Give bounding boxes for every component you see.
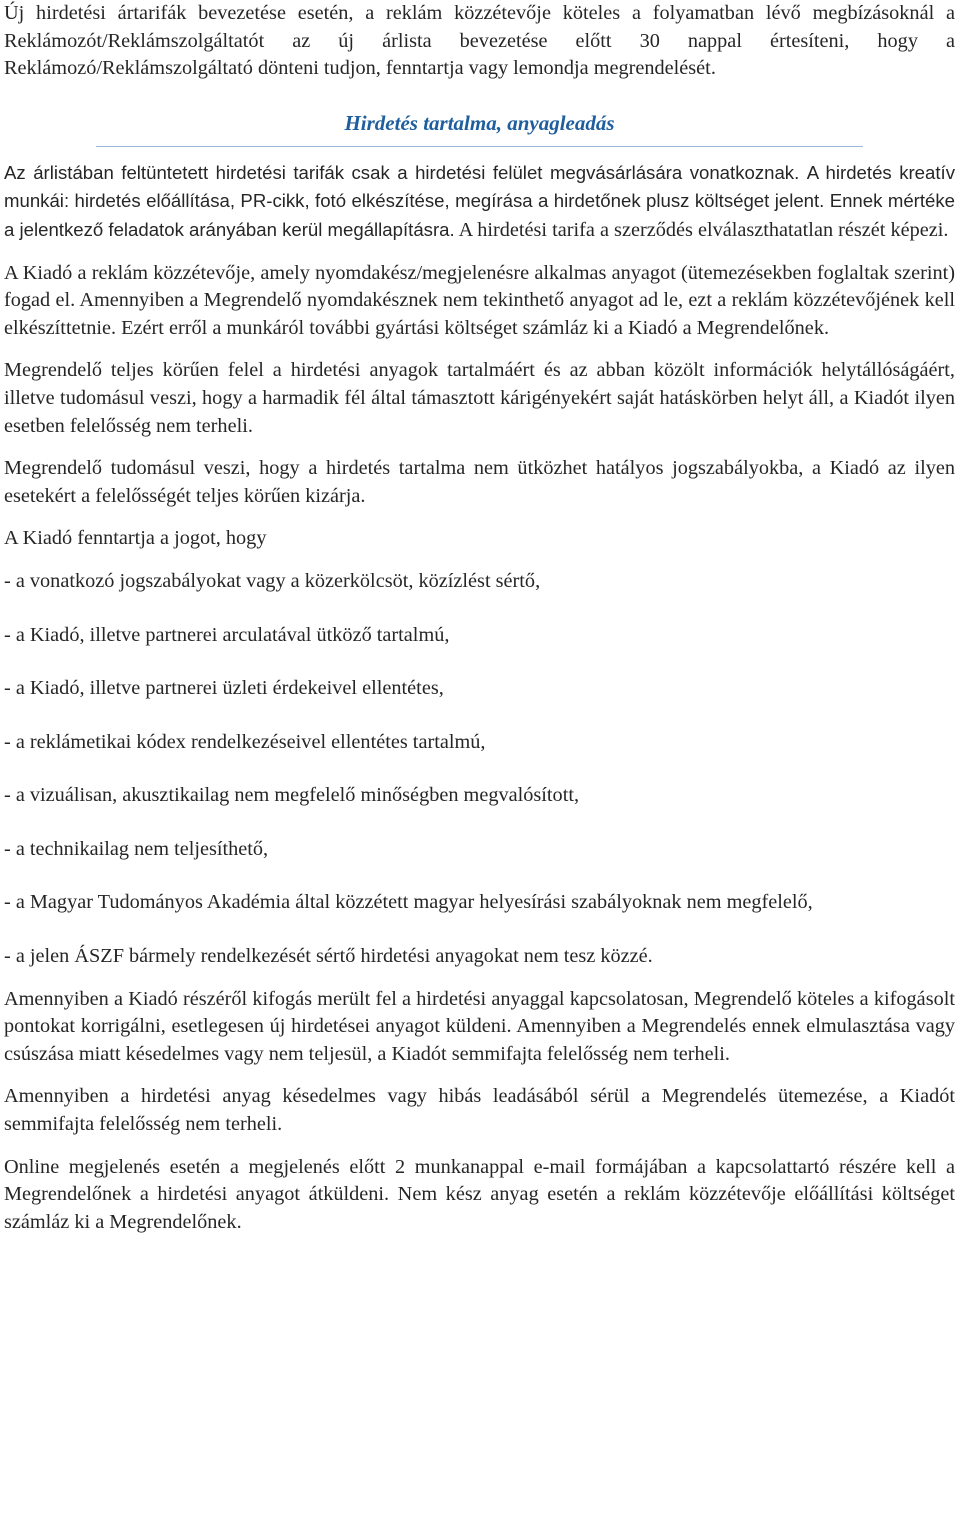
rights-list-item: - a vizuálisan, akusztikailag nem megfelelő minőségben megvalósított, bbox=[4, 784, 580, 807]
rights-list-item: - a Magyar Tudományos Akadémia által közzétett magyar helyesírási szabályoknak nem megfelelő, bbox=[4, 891, 813, 914]
paragraph-objection: Amennyiben a Kiadó részéről kifogás merült fel a hirdetési anyaggal kapcsolatosan, Megrendelő köteles a kifogásolt pontokat korrigálni, esetlegesen új hirdetései anyagot küldeni. Amennyiben a Megrendelés ennek elmulasztása vagy csúszása miatt késedelmes vagy nem teljesül, a Kiadót semmifajta felelősség nem terheli. bbox=[4, 987, 955, 1065]
document-page bbox=[4, 0, 955, 1236]
creative-work-text: A hirdetés kreatív munkái: hirdetés előállítása, PR-cikk, fotó elkészítése, megírása a hirdetőnek plusz költséget jelent. bbox=[4, 161, 955, 212]
paragraph-rights-intro: A Kiadó fenntartja a jogot, hogy bbox=[4, 527, 267, 550]
paragraph-client-liability: Megrendelő teljes körűen felel a hirdetési anyagok tartalmáért és az abban közölt információk helytállóságáért, illetve tudomásul veszi, hogy a harmadik fél által támasztott kárigényekért saját hatáskörben helyt áll, a Kiadót ilyen esetben felelősség nem terheli. bbox=[4, 359, 955, 437]
rights-list-item: - a technikailag nem teljesíthető, bbox=[4, 837, 269, 860]
paragraph-legal-compliance: Megrendelő tudomásul veszi, hogy a hirdetés tartalma nem ütközhet hatályos jogszabályokba, a Kiadó az ilyen esetekért a felelősségét teljes körűen kizárja. bbox=[4, 457, 955, 507]
paragraph-online-publication: Online megjelenés esetén a megjelenés előtt 2 munkanappal e-mail formájában a kapcsolattartó részére kell a Megrendelőnek a hirdetési anyagot átküldeni. Nem kész anyag esetén a reklám közzétevője előállítási költséget számláz ki a Megrendelőnek. bbox=[4, 1155, 955, 1233]
rights-list-item: - a reklámetikai kódex rendelkezéseivel ellentétes tartalmú, bbox=[4, 730, 486, 753]
rights-list-item: - a Kiadó, illetve partnerei üzleti érdekeivel ellentétes, bbox=[4, 677, 444, 700]
paragraph-material-acceptance: A Kiadó a reklám közzétevője, amely nyomdakész/megjelenésre alkalmas anyagot (ütemezésekben foglaltak szerint) fogad el. Amennyiben a Megrendelő nyomdakésznek nem tekinthető anyagot ad le, ezt a reklám közzétevőjének kell elkészíttetnie. Ezért erről a munkáról további gyártási költséget számláz ki a Kiadó a Megrendelőnek. bbox=[4, 261, 955, 339]
rights-list-item: - a vonatkozó jogszabályokat vagy a közerkölcsöt, közízlést sértő, bbox=[4, 569, 541, 592]
paragraph-late-delivery: Amennyiben a hirdetési anyag késedelmes vagy hibás leadásából sérül a Megrendelés ütemezése, a Kiadót semmifajta felelősség nem terheli. bbox=[4, 1085, 955, 1136]
contract-part-text: A hirdetési tarifa a szerződés elválaszthatatlan részét képezi. bbox=[458, 218, 949, 241]
paragraph-pricing-scope bbox=[4, 159, 955, 245]
rights-list-item: - a Kiadó, illetve partnerei arculatával ütköző tartalmú, bbox=[4, 623, 450, 646]
intro-paragraph: Új hirdetési ártarifák bevezetése esetén, a reklám közzétevője köteles a folyamatban lévő megbízásoknál a Reklámozót/Reklámszolgáltatót az új árlista bevezetése előtt 30 nappal értesíteni, hogy a Reklámozó/Reklámszolgáltató dönteni tudjon, fenntartja vagy lemondja megrendelését. bbox=[4, 2, 955, 80]
pricing-scope-text: Az árlistában feltüntetett hirdetési tarifák csak a hirdetési felület megvásárlására vonatkoznak. bbox=[4, 161, 800, 183]
section-heading: Hirdetés tartalma, anyagleadás bbox=[344, 110, 615, 135]
cost-ratio-text: Ennek mértéke a jelentkező feladatok arányában kerül megállapításra. bbox=[4, 190, 955, 240]
rights-list-item: - a jelen ÁSZF bármely rendelkezését sértő hirdetési anyagokat nem tesz közzé. bbox=[4, 945, 653, 968]
